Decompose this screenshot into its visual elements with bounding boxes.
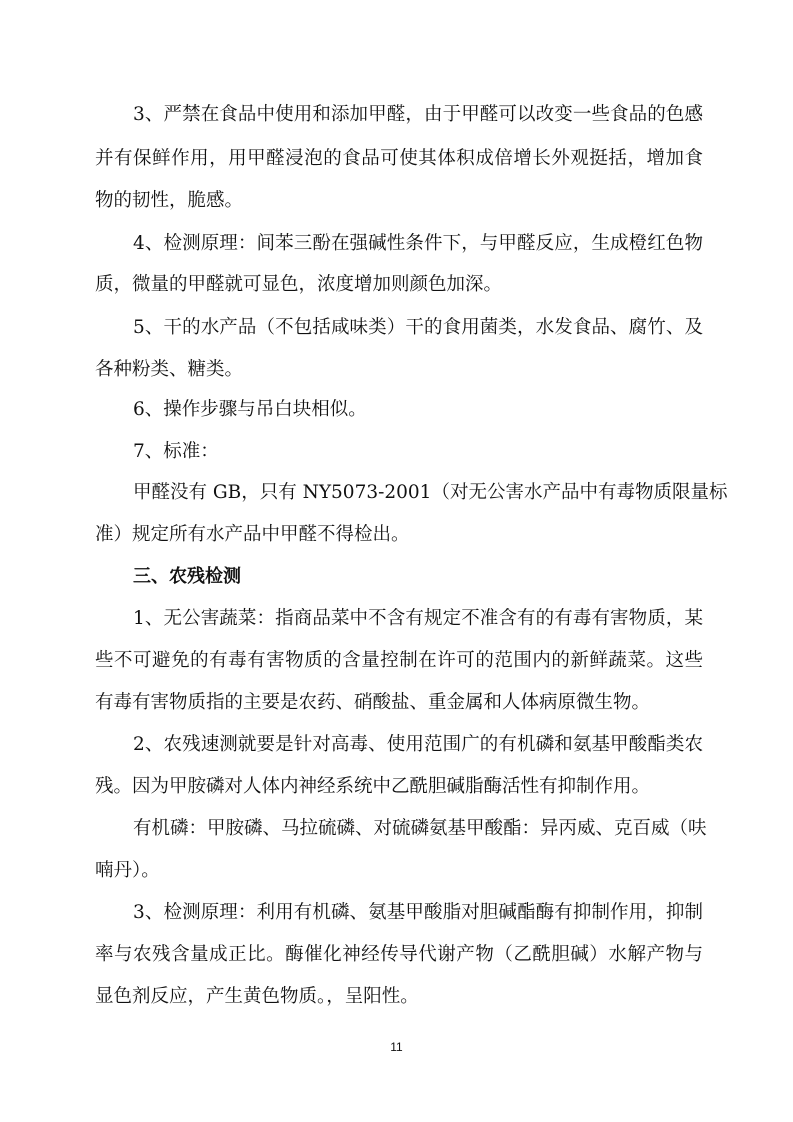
paragraph-line: 物的韧性，脆感。 — [95, 190, 244, 211]
paragraph-line: 甲醛没有 GB，只有 NY5073-2001（对无公害水产品中有毒物质限量标 — [133, 482, 728, 503]
paragraph-line: 7、标准： — [133, 441, 219, 462]
paragraph-line: 1、无公害蔬菜：指商品菜中不含有规定不准含有的有毒有害物质，某 — [133, 608, 703, 629]
paragraph-line: 各种粉类、糖类。 — [95, 359, 244, 380]
paragraph-line: 残。因为甲胺磷对人体内神经系统中乙酰胆碱脂酶活性有抑制作用。 — [95, 776, 651, 797]
paragraph-line: 4、检测原理：间苯三酚在强碱性条件下，与甲醛反应，生成橙红色物 — [133, 233, 703, 254]
paragraph-line: 2、农残速测就要是针对高毒、使用范围广的有机磷和氨基甲酸酯类农 — [133, 734, 703, 755]
paragraph-line: 质，微量的甲醛就可显色，浓度增加则颜色加深。 — [95, 274, 503, 295]
paragraph-line: 显色剂反应，产生黄色物质。，呈阳性。 — [95, 986, 419, 1007]
paragraph-line: 并有保鲜作用，用甲醛浸泡的食品可使其体积成倍增长外观挺括，增加食 — [95, 148, 703, 169]
paragraph-line: 6、操作步骤与吊白块相似。 — [133, 399, 367, 420]
paragraph-line: 喃丹）。 — [95, 860, 160, 881]
paragraph-line: 有机磷：甲胺磷、马拉硫磷、对硫磷氨基甲酸酯：异丙威、克百威（呋 — [133, 818, 707, 839]
paragraph-line: 5、干的水产品（不包括咸味类）干的食用菌类，水发食品、腐竹、及 — [133, 317, 703, 338]
paragraph-line: 些不可避免的有毒有害物质的含量控制在许可的范围内的新鲜蔬菜。这些 — [95, 650, 703, 671]
paragraph-line: 准）规定所有水产品中甲醛不得检出。 — [95, 524, 410, 545]
paragraph-line: 3、严禁在食品中使用和添加甲醛，由于甲醛可以改变一些食品的色感 — [133, 104, 703, 125]
page-number: 11 — [390, 1040, 403, 1054]
paragraph-line: 3、检测原理：利用有机磷、氨基甲酸脂对胆碱酯酶有抑制作用，抑制 — [133, 902, 703, 923]
paragraph-line: 有毒有害物质指的主要是农药、硝酸盐、重金属和人体病原微生物。 — [95, 692, 651, 713]
paragraph-line: 率与农残含量成正比。酶催化神经传导代谢产物（乙酰胆碱）水解产物与 — [95, 944, 703, 965]
section-heading: 三、农残检测 — [133, 566, 241, 587]
